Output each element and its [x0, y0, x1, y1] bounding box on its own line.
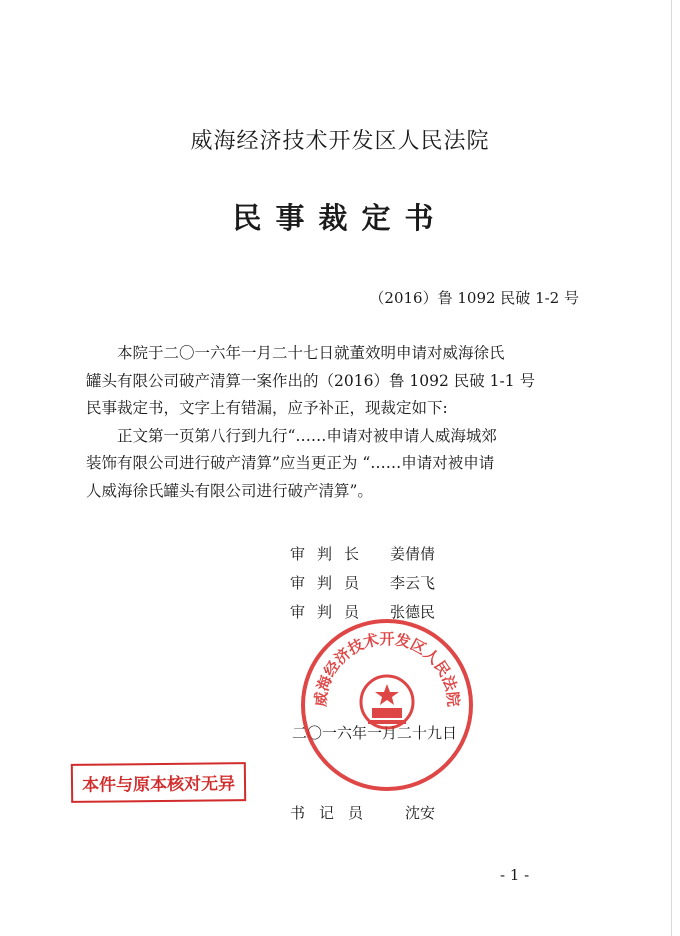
page-number: - 1 -	[500, 866, 530, 884]
clerk-role: 书记员	[290, 804, 378, 822]
signature-name: 李云飞	[390, 574, 436, 592]
body-line: 民事裁定书，文字上有错漏，应予补正，现裁定如下:	[86, 399, 448, 417]
body-line: 正文第一页第八行到九行“……申请对被申请人威海城郊	[117, 426, 497, 445]
national-emblem-icon	[361, 676, 413, 728]
court-seal	[300, 618, 474, 792]
seal-text: 威海经济技术开发区人民法院	[311, 629, 463, 708]
signature-row-judge	[290, 572, 435, 593]
clerk-name: 沈安	[405, 804, 436, 822]
clerk-signature	[290, 802, 435, 823]
certification-stamp: 本件与原本核对无异	[71, 762, 246, 803]
body-line: 罐头有限公司破产清算一案作出的（2016）鲁 1092 民破 1-1 号	[86, 371, 536, 390]
case-number: （2016）鲁 1092 民破 1-2 号	[369, 289, 579, 307]
body-line: 本院于二〇一六年一月二十七日就董效明申请对威海徐氏	[117, 344, 505, 362]
signature-role: 审判长	[290, 545, 372, 563]
document-title: 民事裁定书	[232, 201, 448, 235]
signature-role: 审判员	[290, 574, 372, 592]
ruling-body	[86, 340, 590, 505]
signature-row-presiding-judge	[290, 543, 435, 564]
ruling-date: 二〇一六年一月二十九日	[292, 724, 458, 742]
body-line: 装饰有限公司进行破产清算”应当更正为 “……申请对被申请	[86, 454, 495, 472]
signature-name: 张德民	[390, 603, 436, 621]
signature-name: 姜倩倩	[390, 545, 436, 563]
signature-role: 审判员	[290, 603, 372, 621]
body-line: 人威海徐氏罐头有限公司进行破产清算”。	[86, 481, 373, 500]
court-name: 威海经济技术开发区人民法院	[190, 129, 490, 154]
